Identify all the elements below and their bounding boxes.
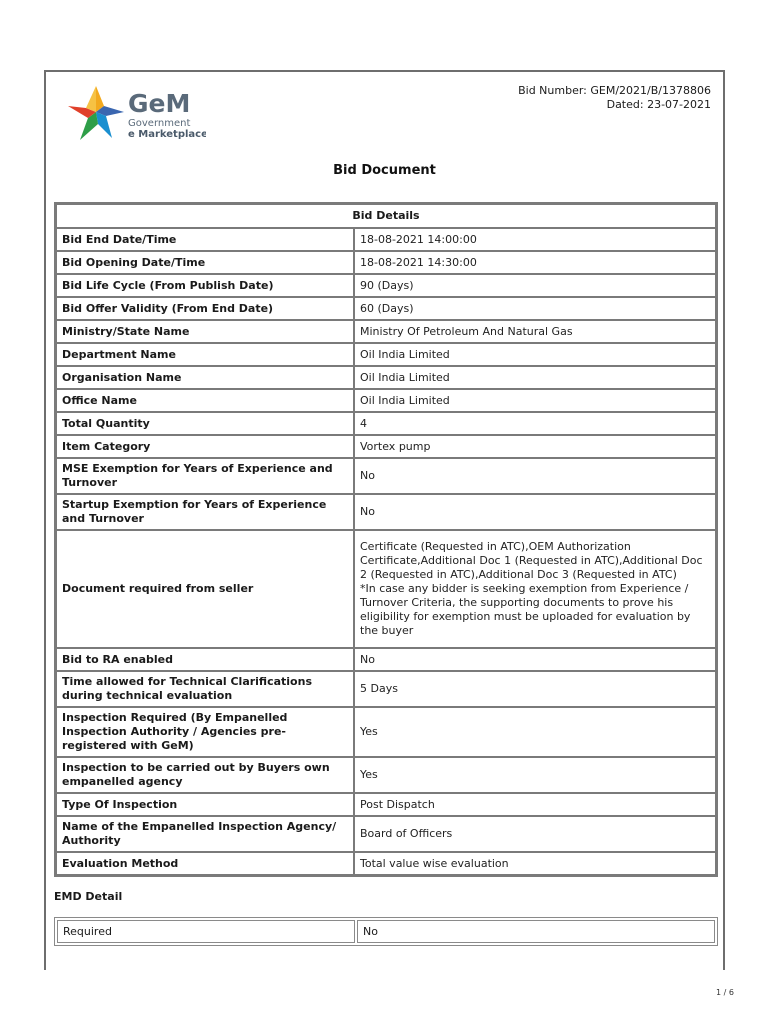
table-row — [56, 852, 716, 875]
bid-meta — [518, 84, 711, 112]
table-row — [56, 343, 716, 366]
row-label: Total Quantity — [56, 412, 354, 435]
row-label: Type Of Inspection — [56, 793, 354, 816]
row-value: Yes — [354, 707, 716, 757]
row-label: Bid Life Cycle (From Publish Date) — [56, 274, 354, 297]
table-row — [57, 920, 715, 943]
row-label: Organisation Name — [56, 366, 354, 389]
table-row — [56, 793, 716, 816]
row-label: Item Category — [56, 435, 354, 458]
row-value: 18-08-2021 14:00:00 — [354, 228, 716, 251]
gem-logo — [66, 82, 206, 144]
row-value: Oil India Limited — [354, 366, 716, 389]
row-label: Ministry/State Name — [56, 320, 354, 343]
row-label: Inspection Required (By Empanelled Inspection Authority / Agencies pre-registered with GeM) — [56, 707, 354, 757]
table-row — [56, 671, 716, 707]
row-label: MSE Exemption for Years of Experience and Turnover — [56, 458, 354, 494]
table-row — [56, 757, 716, 793]
table-row — [56, 816, 716, 852]
logo-line2: e Marketplace — [128, 129, 206, 140]
gem-star-icon — [66, 82, 206, 144]
document-title: Bid Document — [333, 163, 436, 178]
table-row — [56, 297, 716, 320]
logo-brand: GeM — [128, 89, 191, 118]
row-value: Total value wise evaluation — [354, 852, 716, 875]
row-value: Ministry Of Petroleum And Natural Gas — [354, 320, 716, 343]
row-value: Post Dispatch — [354, 793, 716, 816]
row-label: Evaluation Method — [56, 852, 354, 875]
row-label: Bid Opening Date/Time — [56, 251, 354, 274]
table-row — [56, 274, 716, 297]
row-label: Bid End Date/Time — [56, 228, 354, 251]
row-value: No — [354, 458, 716, 494]
row-label: Inspection to be carried out by Buyers own empanelled agency — [56, 757, 354, 793]
row-label: Bid Offer Validity (From End Date) — [56, 297, 354, 320]
emd-value: No — [357, 920, 715, 943]
bid-details-heading: Bid Details — [56, 204, 716, 228]
table-row — [56, 648, 716, 671]
table-header-row — [56, 204, 716, 228]
table-row — [56, 228, 716, 251]
row-value: Yes — [354, 757, 716, 793]
row-value — [354, 530, 716, 648]
row-label: Name of the Empanelled Inspection Agency/ Authority — [56, 816, 354, 852]
table-row — [56, 435, 716, 458]
row-label: Department Name — [56, 343, 354, 366]
documents-list: Certificate (Requested in ATC),OEM Authorization Certificate,Additional Doc 1 (Requested in ATC),Additional Doc 2 (Requested in ATC),Additional Doc 3 (Requested in ATC) — [360, 540, 703, 581]
table-row — [56, 251, 716, 274]
row-value: No — [354, 494, 716, 530]
row-value: No — [354, 648, 716, 671]
row-value: Oil India Limited — [354, 343, 716, 366]
page-number: 1 / 6 — [716, 988, 734, 997]
table-row — [56, 530, 716, 648]
row-value: 4 — [354, 412, 716, 435]
row-value: Oil India Limited — [354, 389, 716, 412]
emd-label: Required — [57, 920, 355, 943]
table-row — [56, 707, 716, 757]
row-label: Time allowed for Technical Clarifications during technical evaluation — [56, 671, 354, 707]
row-label: Startup Exemption for Years of Experience and Turnover — [56, 494, 354, 530]
table-row — [56, 458, 716, 494]
logo-line1: Government — [128, 118, 191, 129]
table-row — [56, 494, 716, 530]
row-value: Board of Officers — [354, 816, 716, 852]
row-value: Vortex pump — [354, 435, 716, 458]
bid-details-table — [54, 202, 718, 877]
row-label: Bid to RA enabled — [56, 648, 354, 671]
table-row — [56, 389, 716, 412]
table-row — [56, 366, 716, 389]
row-label: Document required from seller — [56, 530, 354, 648]
exemption-note: *In case any bidder is seeking exemption from Experience / Turnover Criteria, the supporting documents to prove his eligibility for exemption must be uploaded for evaluation by the buyer — [360, 582, 691, 637]
bid-number: Bid Number: GEM/2021/B/1378806 — [518, 84, 711, 97]
emd-table — [54, 917, 718, 946]
row-value: 90 (Days) — [354, 274, 716, 297]
row-label: Office Name — [56, 389, 354, 412]
row-value: 18-08-2021 14:30:00 — [354, 251, 716, 274]
table-row — [56, 412, 716, 435]
emd-heading: EMD Detail — [54, 890, 123, 903]
bid-date: Dated: 23-07-2021 — [606, 98, 711, 111]
row-value: 60 (Days) — [354, 297, 716, 320]
document-page — [44, 70, 725, 970]
table-row — [56, 320, 716, 343]
row-value: 5 Days — [354, 671, 716, 707]
